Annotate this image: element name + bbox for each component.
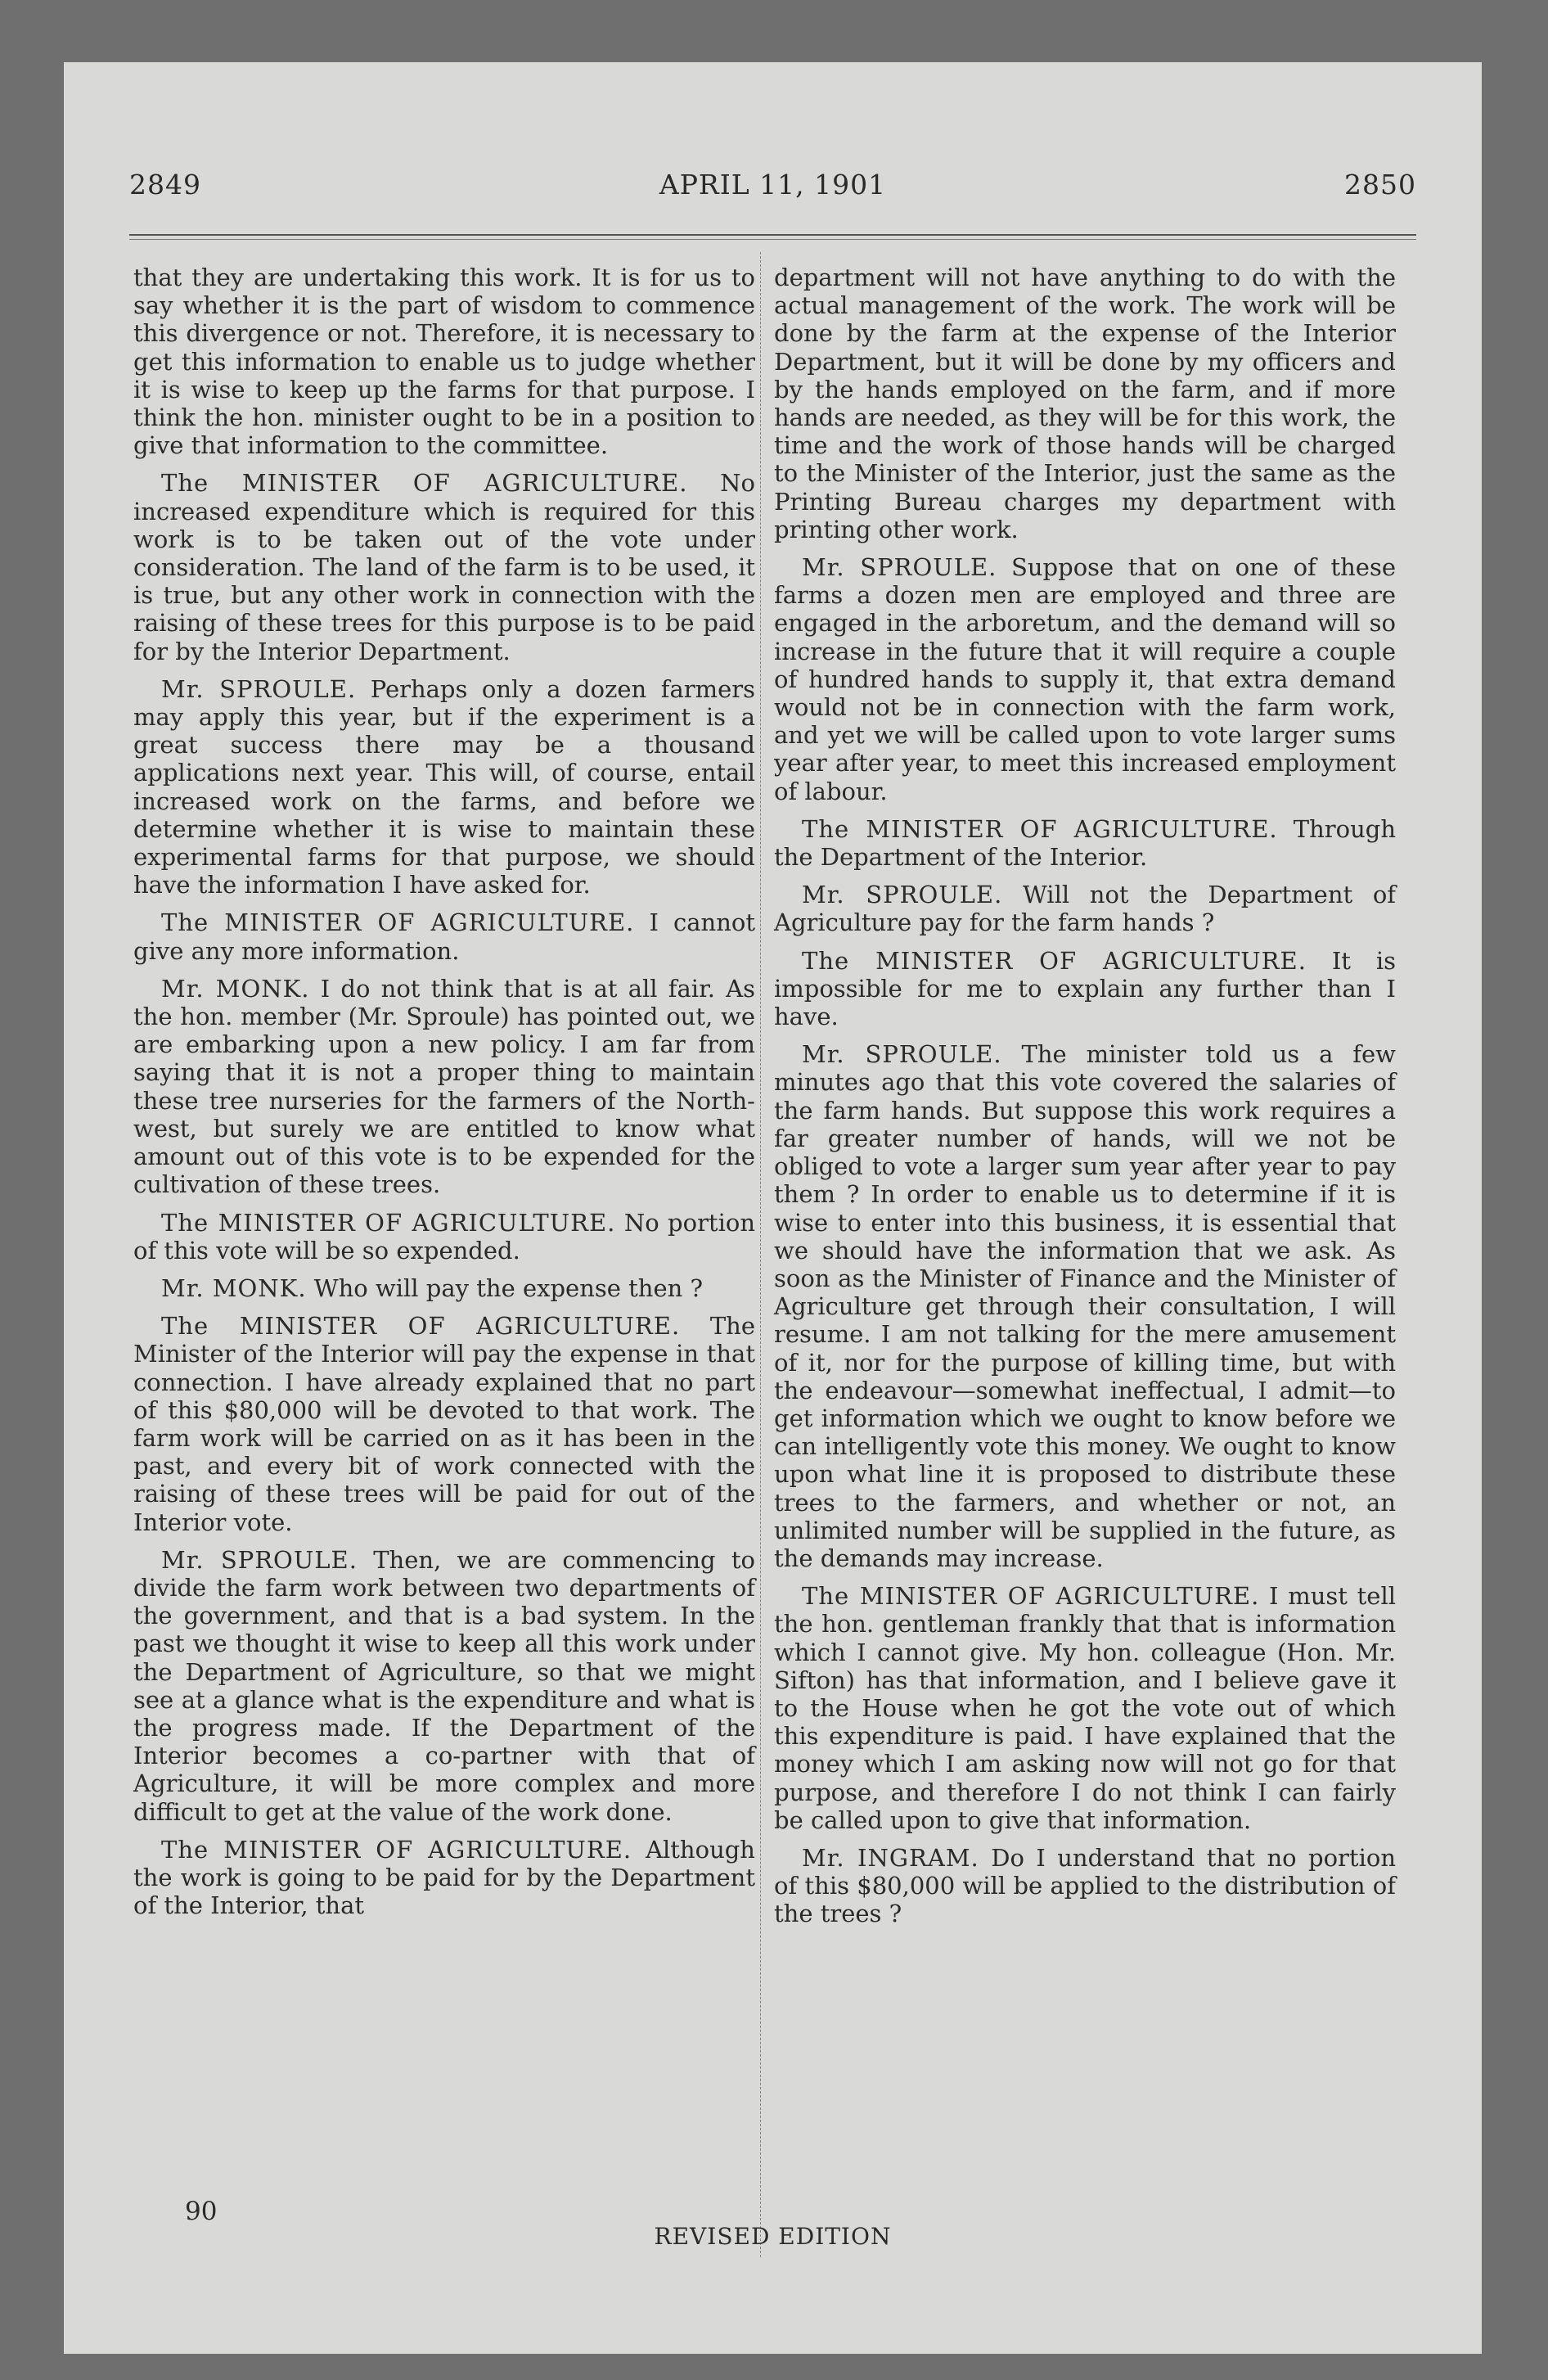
speaker-name: Mr. SPROULE. [161, 674, 357, 703]
speaker-name: The MINISTER OF AGRICULTURE. [161, 1312, 681, 1341]
speaker-name: Mr. SPROULE. [802, 881, 1003, 909]
speaker-name: Mr. MONK. [161, 1273, 307, 1302]
speech-text: I do not think that is at all fair. As the hon. member (Mr. Sproule) has pointed out, we are embarking upon a new policy. I am far from saying that it is not a proper thing to maintain these tree nurseries for the farmers of the North-west, but surely we are entitled to know what amount out of this vote is to be expended for the cultivation of these trees. [133, 974, 755, 1199]
speaker-name: The MINISTER OF AGRICULTURE. [802, 946, 1307, 975]
speaker-name: Mr. SPROULE. [802, 1040, 1002, 1069]
speech-text: Perhaps only a dozen farmers may apply this year, but if the experiment is a great success there may be a thousand applications next year. This will, of course, entail increased work on the farms, and before we determine whether it is wise to maintain these experimental farms for that purpose, we should have the information I have asked for. [133, 674, 756, 899]
folio-number: 90 [185, 2197, 218, 2226]
speech-paragraph [133, 908, 755, 964]
speech-text: It is impossible for me to explain any further than I have. [774, 946, 1396, 1031]
speech-paragraph [774, 1582, 1396, 1834]
speech-paragraph [133, 1312, 755, 1536]
speech-text: that they are undertaking this work. It is for us to say whether it is the part of wisdom to commence this divergence or not. Therefore, it is necessary to get this information to enable us to judge whether it is wise to keep up the farms for that purpose. I think the hon. minister ought to be in a position to give that information to the committee. [133, 264, 755, 460]
speaker-name: The MINISTER OF AGRICULTURE. [161, 1835, 632, 1864]
speaker-name: Mr. MONK. [161, 974, 310, 1003]
speech-paragraph [774, 553, 1396, 805]
speech-paragraph [133, 1274, 755, 1302]
hansard-page [64, 62, 1482, 2354]
speech-text: Do I understand that no portion of this $80,000 will be applied to the distribution of the trees ? [774, 1843, 1396, 1928]
speech-paragraph [774, 881, 1396, 936]
page-number-right: 2850 [1344, 169, 1416, 201]
speech-text: No portion of this vote will be so expended. [133, 1208, 755, 1264]
speech-paragraph [133, 675, 755, 899]
speech-paragraph [774, 1844, 1396, 1928]
speaker-name: The MINISTER OF AGRICULTURE. [802, 814, 1278, 843]
column-divider [760, 252, 761, 2257]
page-number-left: 2849 [129, 169, 201, 201]
speech-text: Who will pay the expense then ? [313, 1273, 704, 1302]
speech-paragraph [133, 975, 755, 1199]
header-rule [129, 234, 1416, 240]
speech-paragraph [133, 1836, 755, 1920]
speech-paragraph [774, 947, 1396, 1031]
speaker-name: Mr. SPROULE. [161, 1545, 358, 1574]
speech-text: I must tell the hon. gentleman frankly that that is information which I cannot give. My hon. colleague (Hon. Mr. Sifton) has that information, and I believe gave it to the House when he got the vote out of which this expenditure is paid. I have explained that the money which I am asking now will not go for that purpose, and therefore I do not think I can fairly be called upon to give that information. [774, 1582, 1396, 1834]
edition-label: REVISED EDITION [654, 2223, 892, 2250]
speech-text: Then, we are commencing to divide the farm work between two departments of the government, and that is a bad system. In the past we thought it wise to keep all this work under the Department of Agriculture, so that we might see at a glance what is the expenditure and what is the progress made. If the Department of the Interior becomes a co-partner with that of Agriculture, it will be more complex and more difficult to get at the value of the work done. [133, 1545, 755, 1826]
speech-paragraph [133, 1546, 755, 1826]
speech-text: No increased expenditure which is required for this work is to be taken out of the vote under consideration. The land of the farm is to be used, it is true, but any other work in connection with the raising of these trees for this purpose is to be paid for by the Interior Department. [133, 469, 756, 665]
right-column [774, 264, 1396, 1938]
speaker-name: Mr. INGRAM. [802, 1843, 979, 1872]
speech-paragraph [133, 1209, 755, 1264]
header-date: APRIL 11, 1901 [659, 169, 887, 201]
speaker-name: The MINISTER OF AGRICULTURE. [802, 1582, 1260, 1611]
speaker-name: The MINISTER OF AGRICULTURE. [161, 1208, 616, 1237]
speech-text: I cannot give any more information. [133, 908, 756, 965]
speaker-name: Mr. SPROULE. [802, 553, 997, 582]
speaker-name: The MINISTER OF AGRICULTURE. [161, 908, 635, 937]
speech-text: The minister told us a few minutes ago that this vote covered the salaries of the farm hands. But suppose this work requires a far greater number of hands, will we not be obliged to vote a larger sum year after year to pay them ? In order to enable us to determine if it is wise to enter into this business, it is essential that we should have the information that we ask. As soon as the Minister of Finance and the Minister of Agriculture get through their consultation, I will resume. I am not talking for the mere amusement of it, nor for the purpose of killing time, but with the endeavour—somewhat ineffectual, I admit—to get information which we ought to know before we can intelligently vote this money. We ought to know upon what line it is proposed to distribute these trees to the farmers, and whether or not, an unlimited number will be supplied in the future, as the demands may increase. [774, 1040, 1396, 1572]
speech-paragraph [133, 469, 755, 665]
speech-text: Will not the Department of Agriculture pay for the farm hands ? [774, 881, 1397, 937]
speaker-name: The MINISTER OF AGRICULTURE. [161, 469, 688, 498]
speech-paragraph [133, 264, 755, 459]
speech-text: The Minister of the Interior will pay the expense in that connection. I have already explained that no part of this $80,000 will be devoted to that work. The farm work will be carried on as it has been in the past, and every bit of work connected with the raising of these trees will be paid for out of the Interior vote. [133, 1312, 755, 1536]
left-column [133, 264, 755, 1929]
speech-text: Through the Department of the Interior. [774, 814, 1397, 872]
speech-paragraph [774, 1040, 1396, 1572]
speech-text: Suppose that on one of these farms a dozen men are employed and three are engaged in the arboretum, and the demand will so increase in the future that it will require a couple of hundred hands to supply it, that extra demand would not be in connection with the farm work, and yet we will be called upon to vote larger sums year after year, to meet this increased employment of labour. [774, 553, 1396, 805]
speech-text: Although the work is going to be paid for by the Department of the Interior, that [133, 1835, 755, 1920]
speech-paragraph [774, 815, 1396, 871]
speech-text: department will not have anything to do with the actual management of the work. The work will be done by the farm at the expense of the Interior Department, but it will be done by my officers and by the hands employed on the farm, and if more hands are needed, as they will be for this work, the time and the work of those hands will be charged to the Minister of the Interior, just the same as the Printing Bureau charges my department with printing other work. [774, 264, 1396, 543]
page-header [129, 169, 1416, 218]
speech-paragraph [774, 264, 1396, 543]
